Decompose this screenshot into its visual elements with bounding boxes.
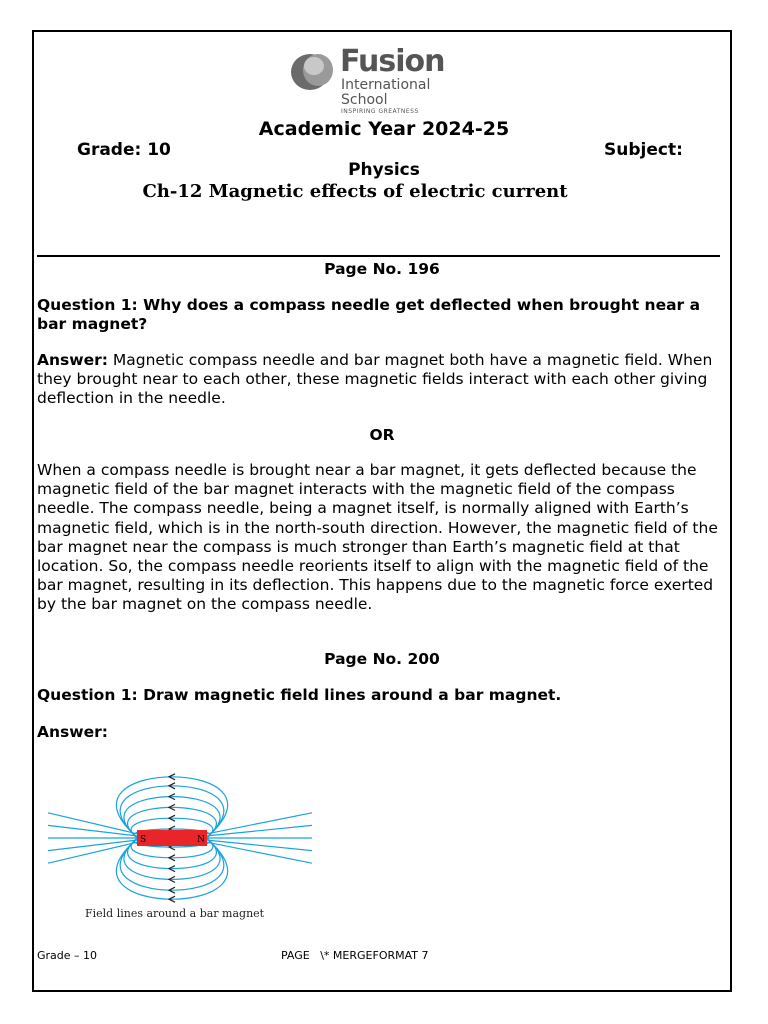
logo-name: Fusion xyxy=(340,44,445,79)
logo-subtitle xyxy=(341,78,430,108)
figure-caption: Field lines around a bar magnet xyxy=(85,907,265,920)
globe-icon xyxy=(288,48,336,92)
pole-s-label: S xyxy=(140,835,147,845)
footer-grade: Grade – 10 xyxy=(37,949,98,962)
chapter-title: Ch-12 Magnetic effects of electric current xyxy=(142,181,568,202)
footer-page-field: PAGE \* MERGEFORMAT 7 xyxy=(281,949,429,962)
or-separator: OR xyxy=(369,426,395,444)
answer-1-compass xyxy=(37,351,731,409)
page-number-196: Page No. 196 xyxy=(324,260,440,278)
pole-n-label: N xyxy=(197,835,205,845)
logo-sub-school: School xyxy=(341,92,388,108)
alternate-answer: When a compass needle is brought near a bar magnet, it gets deflected because the magnetic field of the bar magnet interacts with the magnetic field of the compass needle. The compass needle, being a magnet itself, is normally aligned with Earth’s magnetic field, which is in the north-south direction. However, the magnetic field of the bar magnet near the compass is much stronger than Earth’s magnetic field at that location. So, the compass needle reorients itself to align with the magnetic field of the bar magnet, resulting in its deflection. This happens due to the magnetic force exerted by the bar magnet on the compass needle. xyxy=(37,461,718,614)
answer-label-2: Answer: xyxy=(37,723,108,741)
bar-magnet-field-diagram xyxy=(40,760,320,930)
question-1-compass: Question 1: Why does a compass needle get deflected when brought near a bar magnet? xyxy=(37,296,701,334)
header-divider xyxy=(37,255,720,257)
answer-label: Answer: xyxy=(37,351,108,369)
page-number-200: Page No. 200 xyxy=(324,650,440,668)
subject-label: Subject: xyxy=(604,140,683,160)
question-1-field-lines: Question 1: Draw magnetic field lines around a bar magnet. xyxy=(37,686,562,704)
academic-year: Academic Year 2024-25 xyxy=(258,118,510,140)
logo-tagline: INSPIRING GREATNESS xyxy=(341,108,419,115)
grade-label: Grade: 10 xyxy=(77,140,171,160)
answer-text: Magnetic compass needle and bar magnet both have a magnetic field. When they brought near to each other, these magnetic fields interact with each other giving deflection in the needle. xyxy=(37,351,713,408)
school-logo xyxy=(288,46,458,116)
logo-sub-international: International xyxy=(341,77,431,93)
subject-name: Physics xyxy=(348,160,420,180)
